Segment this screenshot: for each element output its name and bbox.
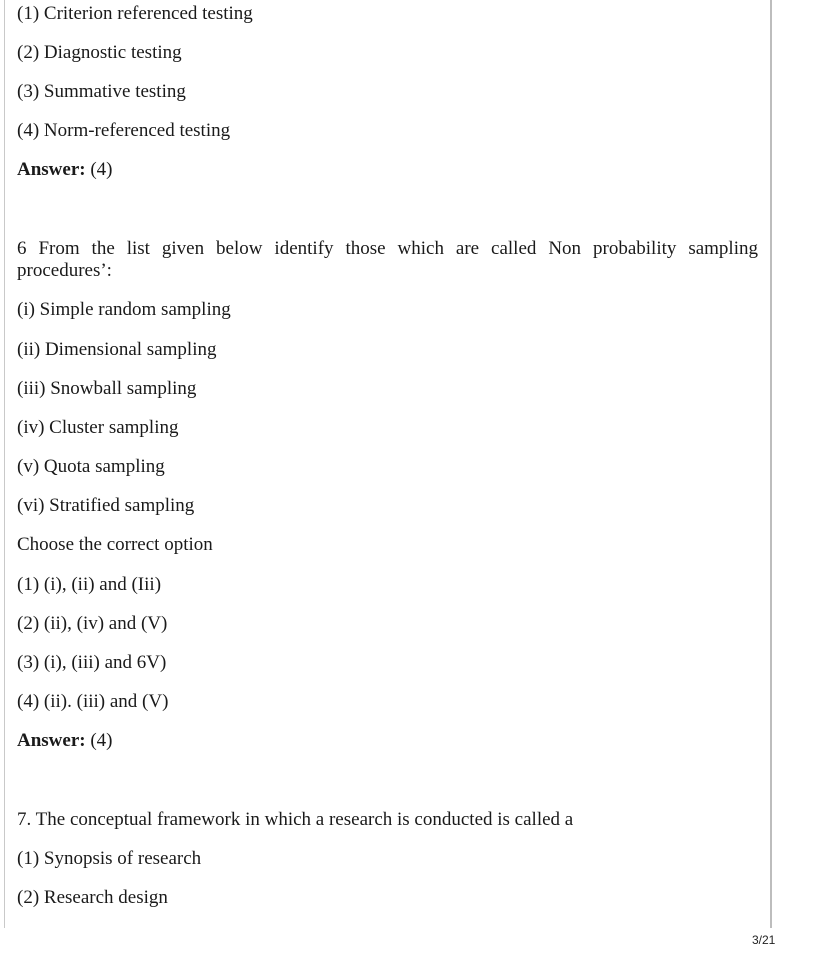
q6-item-1: (i) Simple random sampling: [17, 299, 231, 320]
q6-option-2: (2) (ii), (iv) and (V): [17, 613, 168, 634]
q6-item-2: (ii) Dimensional sampling: [17, 339, 217, 360]
prev-answer: [17, 159, 113, 181]
prev-option-4: (4) Norm-referenced testing: [17, 120, 231, 141]
question-7-text: 7. The conceptual framework in which a research is conducted is called a: [17, 809, 574, 830]
q6-option-1: (1) (i), (ii) and (Iii): [17, 574, 162, 595]
answer-label: Answer:: [17, 730, 86, 751]
q6-answer: [17, 730, 113, 752]
answer-value: (4): [90, 730, 113, 751]
q6-item-6: (vi) Stratified sampling: [17, 495, 195, 516]
prev-option-2: (2) Diagnostic testing: [17, 42, 182, 63]
q6-item-4: (iv) Cluster sampling: [17, 417, 179, 438]
answer-value: (4): [90, 159, 113, 180]
q6-option-3: (3) (i), (iii) and 6V): [17, 652, 167, 673]
q6-item-3: (iii) Snowball sampling: [17, 378, 197, 399]
left-margin-rule: [4, 0, 5, 928]
q6-instruction: Choose the correct option: [17, 534, 213, 555]
prev-option-1: (1) Criterion referenced testing: [17, 3, 253, 24]
q6-item-5: (v) Quota sampling: [17, 456, 165, 477]
page-number: 3/21: [752, 933, 776, 947]
right-margin-rule: [770, 0, 772, 928]
q7-option-2: (2) Research design: [17, 887, 168, 908]
answer-label: Answer:: [17, 159, 86, 180]
q7-option-1: (1) Synopsis of research: [17, 848, 202, 869]
prev-option-3: (3) Summative testing: [17, 81, 186, 102]
question-6-text: 6 From the list given below identify those which are called Non probability sampling procedures’:: [17, 238, 758, 281]
q6-option-4: (4) (ii). (iii) and (V): [17, 691, 169, 712]
